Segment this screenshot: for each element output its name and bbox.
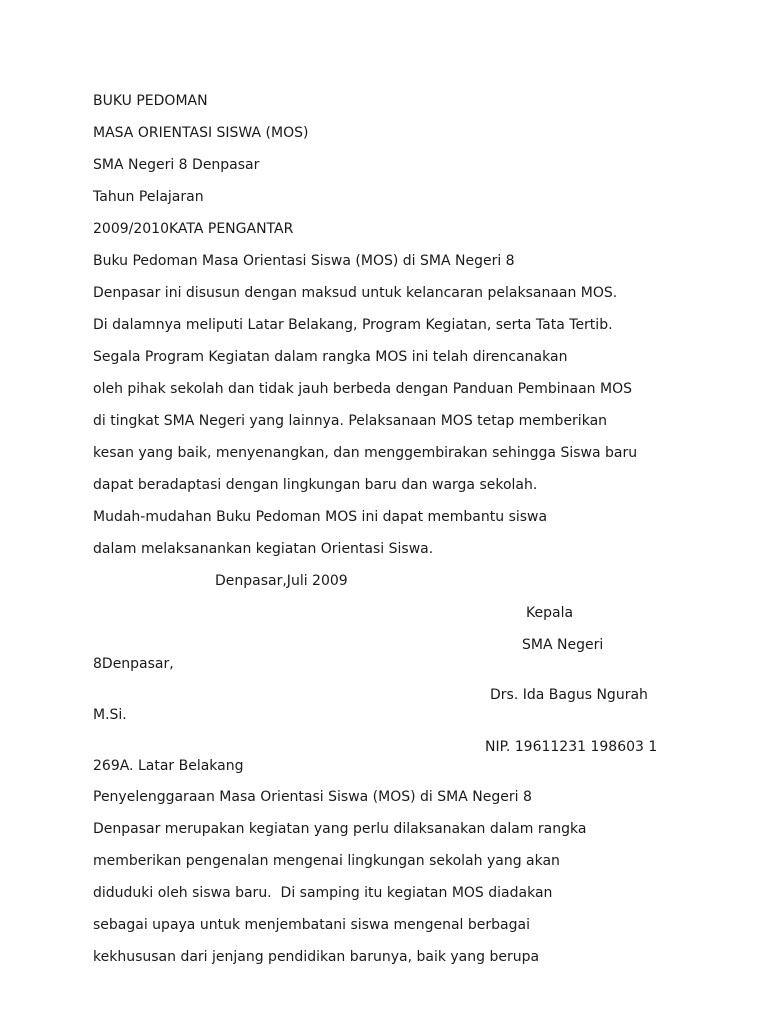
section-heading: 269A. Latar Belakang — [93, 758, 244, 774]
title-line-3: SMA Negeri 8 Denpasar — [93, 157, 260, 173]
paragraph-line: Penyelenggaraan Masa Orientasi Siswa (MOS) di SMA Negeri 8 — [93, 789, 532, 805]
paragraph-line: Mudah-mudahan Buku Pedoman MOS ini dapat membantu siswa — [93, 509, 548, 525]
title-line-1: BUKU PEDOMAN — [93, 93, 208, 109]
paragraph-line: kekhususan dari jenjang pendidikan barunya, baik yang berupa — [93, 949, 540, 965]
paragraph-line: Denpasar ini disusun dengan maksud untuk kelancaran pelaksanaan MOS. — [93, 285, 618, 301]
place-date: Denpasar,Juli 2009 — [215, 573, 348, 589]
paragraph-line: di tingkat SMA Negeri yang lainnya. Pelaksanaan MOS tetap memberikan — [93, 413, 608, 429]
paragraph-line: sebagai upaya untuk menjembatani siswa mengenal berbagai — [93, 917, 530, 933]
title-line-2: MASA ORIENTASI SISWA (MOS) — [93, 125, 309, 141]
title-line-4: Tahun Pelajaran — [93, 189, 204, 205]
paragraph-line: kesan yang baik, menyenangkan, dan menggembirakan sehingga Siswa baru — [93, 445, 638, 461]
paragraph-line: dalam melaksanankan kegiatan Orientasi Siswa. — [93, 541, 434, 557]
title-line-5: 2009/2010KATA PENGANTAR — [93, 221, 294, 237]
signatory-nip: NIP. 19611231 198603 1 — [485, 739, 658, 755]
signatory-name-wrap: M.Si. — [93, 707, 127, 723]
paragraph-line: diduduki oleh siswa baru. Di samping itu kegiatan MOS diadakan — [93, 885, 553, 901]
paragraph-line: Denpasar merupakan kegiatan yang perlu dilaksanakan dalam rangka — [93, 821, 587, 837]
signatory-title: Kepala — [526, 605, 574, 621]
paragraph-line: dapat beradaptasi dengan lingkungan baru dan warga sekolah. — [93, 477, 538, 493]
paragraph-line: oleh pihak sekolah dan tidak jauh berbeda dengan Panduan Pembinaan MOS — [93, 381, 632, 397]
paragraph-line: Buku Pedoman Masa Orientasi Siswa (MOS) di SMA Negeri 8 — [93, 253, 515, 269]
paragraph-line: Segala Program Kegiatan dalam rangka MOS ini telah direncanakan — [93, 349, 568, 365]
paragraph-line: memberikan pengenalan mengenai lingkungan sekolah yang akan — [93, 853, 560, 869]
signatory-school: SMA Negeri — [522, 637, 604, 653]
signatory-school-wrap: 8Denpasar, — [93, 656, 174, 672]
paragraph-line: Di dalamnya meliputi Latar Belakang, Program Kegiatan, serta Tata Tertib. — [93, 317, 613, 333]
signatory-name: Drs. Ida Bagus Ngurah — [490, 687, 648, 703]
